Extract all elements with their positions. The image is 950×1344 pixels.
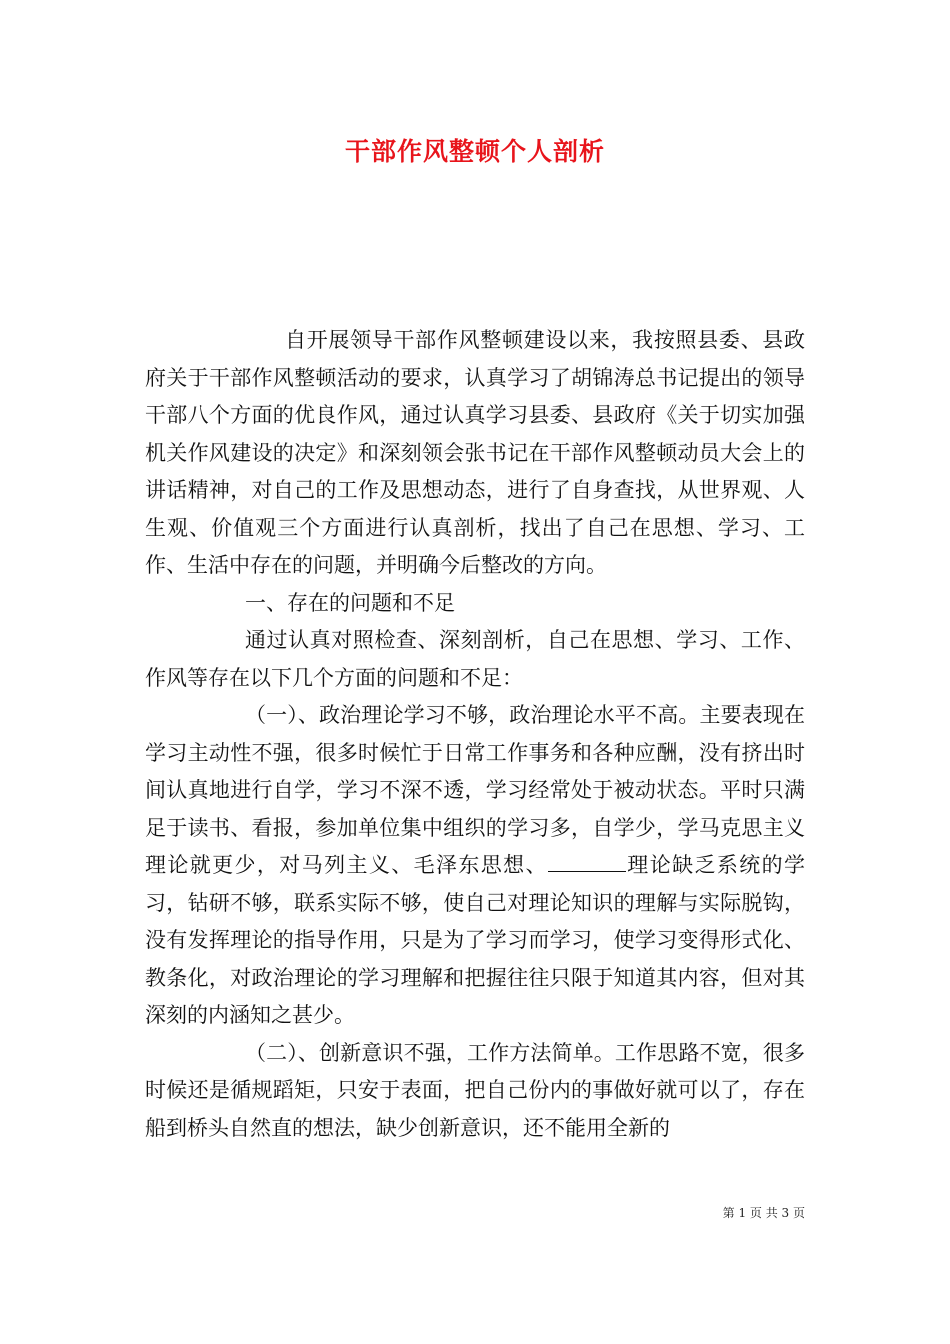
document-body: [145, 322, 805, 1147]
document-title: 干部作风整顿个人剖析: [344, 137, 605, 166]
item-2-paragraph: （二）、创新意识不强，工作方法简单。工作思路不宽，很多时候还是循规蹈矩，只安于表面，把自己份内的事做好就可以了，存在船到桥头自然直的想法，缺少创新意识，还不能用全新的: [145, 1040, 805, 1140]
summary-paragraph: 通过认真对照检查、深刻剖析，自己在思想、学习、工作、作风等存在以下几个方面的问题和不足：: [145, 628, 805, 690]
page-number: 第 1 页 共 3 页: [722, 1206, 805, 1220]
item-1-text-b: 理论缺乏系统的学习，钻研不够，联系实际不够，使自己对理论知识的理解与实际脱钩，没有发挥理论的指导作用，只是为了学习而学习，使学习变得形式化、教条化，对政治理论的学习理解和把握往往只限于知道其内容，但对其深刻的内涵知之甚少。: [145, 853, 805, 1027]
section-heading: 一、存在的问题和不足: [245, 590, 455, 615]
item-1-text-a: （一）、政治理论学习不够，政治理论水平不高。主要表现在学习主动性不强，很多时候忙于日常工作事务和各种应酬，没有挤出时间认真地进行自学，学习不深不透，学习经常处于被动状态。平时只满足于读书、看报，参加单位集中组织的学习多，自学少，学马克思主义理论就更少，对马列主义、毛泽东思想、: [145, 703, 805, 877]
fill-in-blank: [548, 853, 626, 872]
intro-paragraph: 自开展领导干部作风整顿建设以来，我按照县委、县政府关于干部作风整顿活动的要求，认真学习了胡锦涛总书记提出的领导干部八个方面的优良作风，通过认真学习县委、县政府《关于切实加强机关作风建设的决定》和深刻领会张书记在干部作风整顿动员大会上的讲话精神，对自己的工作及思想动态，进行了自身查找，从世界观、人生观、价值观三个方面进行认真剖析，找出了自己在思想、学习、工作、生活中存在的问题，并明确今后整改的方向。: [145, 328, 805, 577]
item-1-paragraph: [145, 697, 805, 1035]
